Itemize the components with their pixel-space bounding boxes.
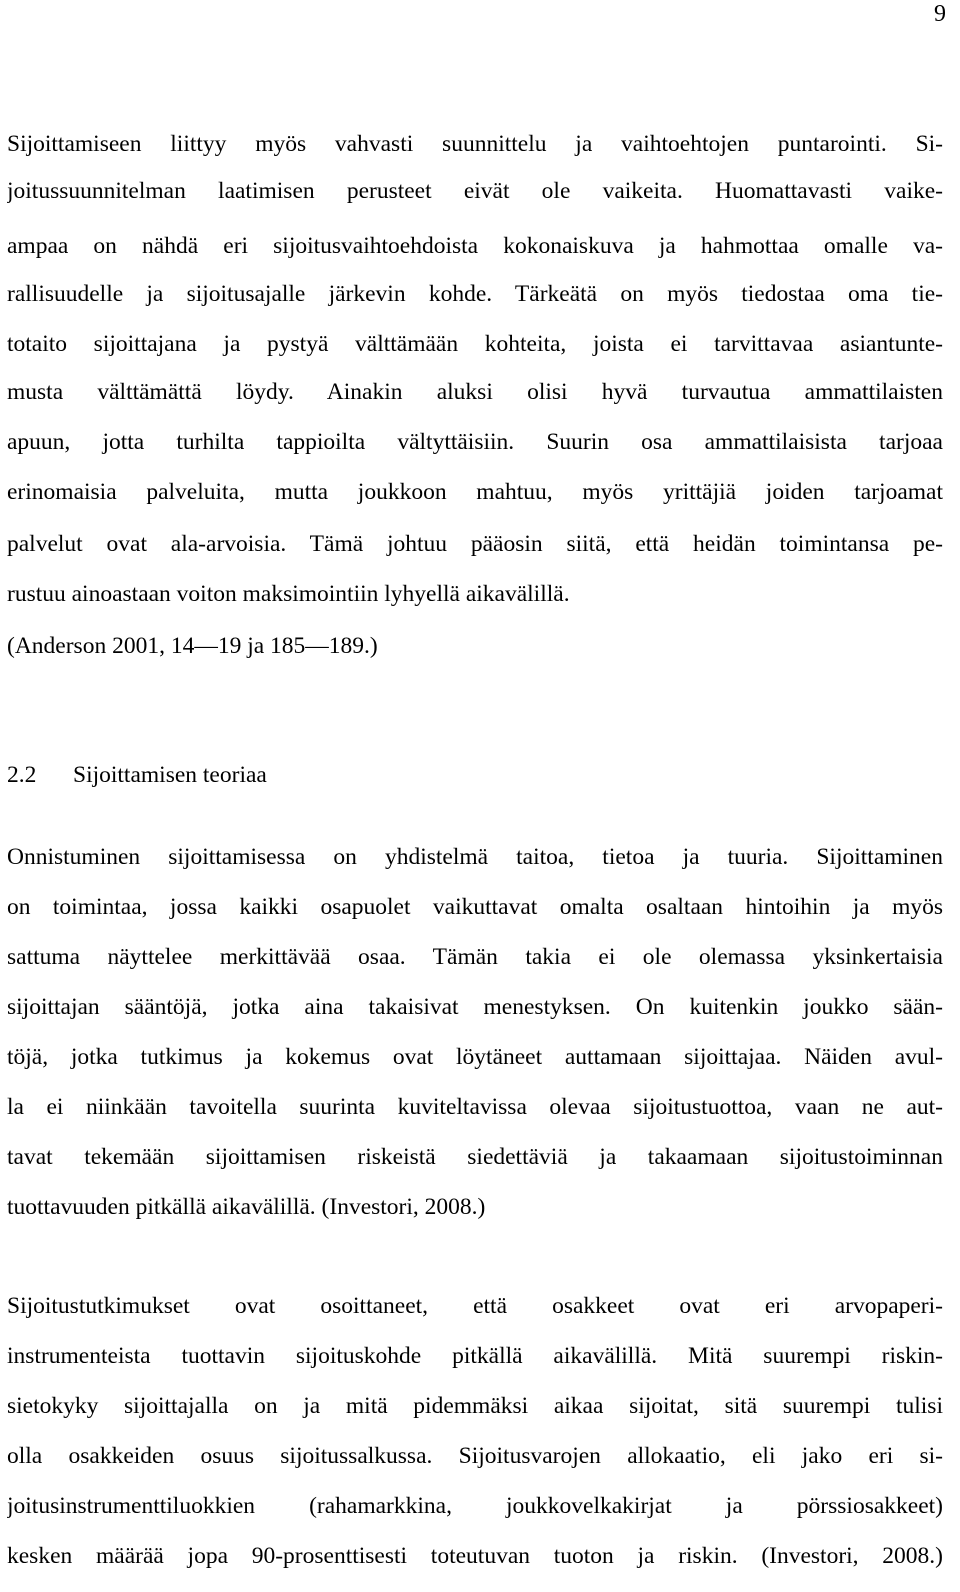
paragraph-line: apuun, jotta turhilta tappioilta vältyttäisiin. Suurin osa ammattilaisista tarjoaa bbox=[7, 429, 943, 455]
paragraph-line: erinomaisia palveluita, mutta joukkoon mahtuu, myös yrittäjiä joiden tarjoamat bbox=[7, 479, 943, 505]
paragraph-line: la ei niinkään tavoitella suurinta kuviteltavissa olevaa sijoitustuottoa, vaan ne aut- bbox=[7, 1094, 943, 1120]
paragraph-line: on toimintaa, jossa kaikki osapuolet vaikuttavat omalta osaltaan hintoihin ja myös bbox=[7, 894, 943, 920]
paragraph-line: joitussuunnitelman laatimisen perusteet eivät ole vaikeita. Huomattavasti vaike- bbox=[7, 178, 943, 204]
paragraph-line: totaito sijoittajana ja pystyä välttämään kohteita, joista ei tarvittavaa asiantunte- bbox=[7, 331, 943, 357]
paragraph-line: sijoittajan sääntöjä, jotka aina takaisivat menestyksen. On kuitenkin joukko sään- bbox=[7, 994, 943, 1020]
paragraph-line: kesken määrää jopa 90-prosenttisesti toteutuvan tuoton ja riskin. (Investori, 2008.) bbox=[7, 1543, 943, 1569]
paragraph-line: joitusinstrumenttiluokkien (rahamarkkina, joukkovelkakirjat ja pörssiosakkeet) bbox=[7, 1493, 943, 1519]
paragraph-line: Sijoittamiseen liittyy myös vahvasti suunnittelu ja vaihtoehtojen puntarointi. Si- bbox=[7, 131, 943, 157]
paragraph-line: töjä, jotka tutkimus ja kokemus ovat löytäneet auttamaan sijoittajaa. Näiden avul- bbox=[7, 1044, 943, 1070]
paragraph-line: (Anderson 2001, 14—19 ja 185—189.) bbox=[7, 633, 378, 659]
paragraph-line: sietokyky sijoittajalla on ja mitä pidemmäksi aikaa sijoitat, sitä suurempi tulisi bbox=[7, 1393, 943, 1419]
section-heading bbox=[7, 761, 267, 789]
page-number: 9 bbox=[934, 1, 946, 27]
paragraph-line: Sijoitustutkimukset ovat osoittaneet, että osakkeet ovat eri arvopaperi- bbox=[7, 1293, 943, 1319]
paragraph-line: olla osakkeiden osuus sijoitussalkussa. Sijoitusvarojen allokaatio, eli jako eri si- bbox=[7, 1443, 943, 1469]
paragraph-line: palvelut ovat ala-arvoisia. Tämä johtuu pääosin siitä, että heidän toimintansa pe- bbox=[7, 531, 943, 557]
paragraph-line: tavat tekemään sijoittamisen riskeistä siedettäviä ja takaamaan sijoitustoiminnan bbox=[7, 1144, 943, 1170]
paragraph-line: musta välttämättä löydy. Ainakin aluksi olisi hyvä turvautua ammattilaisten bbox=[7, 379, 943, 405]
paragraph-line: rallisuudelle ja sijoitusajalle järkevin kohde. Tärkeätä on myös tiedostaa oma tie- bbox=[7, 281, 943, 307]
section-title: Sijoittamisen teoriaa bbox=[73, 762, 267, 788]
paragraph-line: instrumenteista tuottavin sijoituskohde pitkällä aikavälillä. Mitä suurempi riskin- bbox=[7, 1343, 943, 1369]
paragraph-line: rustuu ainoastaan voiton maksimointiin lyhyellä aikavälillä. bbox=[7, 581, 570, 607]
paragraph-line: Onnistuminen sijoittamisessa on yhdistelmä taitoa, tietoa ja tuuria. Sijoittaminen bbox=[7, 844, 943, 870]
section-number: 2.2 bbox=[7, 762, 37, 788]
paragraph-line: ampaa on nähdä eri sijoitusvaihtoehdoista kokonaiskuva ja hahmottaa omalle va- bbox=[7, 233, 943, 259]
paragraph-line: tuottavuuden pitkällä aikavälillä. (Investori, 2008.) bbox=[7, 1194, 486, 1220]
paragraph-line: sattuma näyttelee merkittävää osaa. Tämän takia ei ole olemassa yksinkertaisia bbox=[7, 944, 943, 970]
